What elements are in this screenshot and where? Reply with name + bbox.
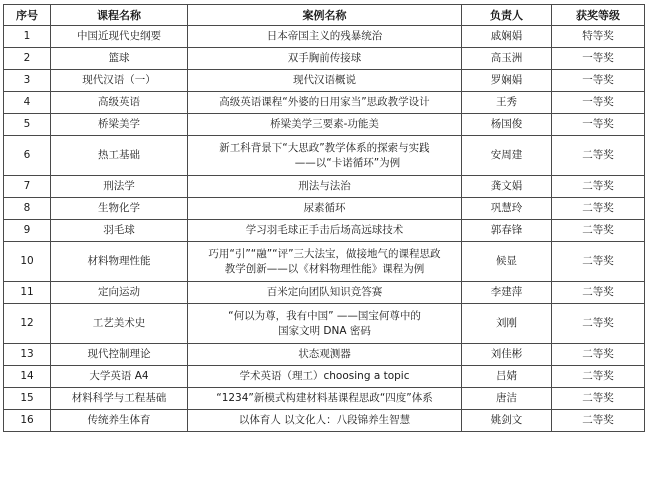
header-award: 获奖等级 (552, 5, 645, 26)
cell-course: 羽毛球 (51, 220, 188, 242)
case-line: 日本帝国主义的残暴统治 (266, 30, 383, 42)
cell-case (188, 136, 462, 176)
cell-owner: 刘刚 (462, 304, 552, 344)
cell-case (188, 344, 462, 366)
case-line: 新工科背景下“大思政”教学体系的探索与实践 (219, 141, 430, 154)
case-line: 学习羽毛球正手击后场高远球技术 (245, 224, 404, 236)
cell-case (188, 26, 462, 48)
case-line: 百米定向团队知识竞答赛 (266, 286, 383, 298)
cell-case (188, 366, 462, 388)
awards-table (3, 4, 645, 432)
table-row (4, 282, 645, 304)
cell-award: 二等奖 (552, 304, 645, 344)
cell-award: 一等奖 (552, 114, 645, 136)
cell-award: 一等奖 (552, 92, 645, 114)
cell-award: 一等奖 (552, 70, 645, 92)
cell-case (188, 198, 462, 220)
cell-owner: 吕婧 (462, 366, 552, 388)
cell-course: 工艺美术史 (51, 304, 188, 344)
cell-course: 桥梁美学 (51, 114, 188, 136)
table-row (4, 410, 645, 432)
cell-course: 大学英语 A4 (51, 366, 188, 388)
cell-case (188, 48, 462, 70)
header-case: 案例名称 (188, 5, 462, 26)
cell-owner: 唐洁 (462, 388, 552, 410)
case-line: ——以“卡诺循环”为例 (294, 156, 401, 169)
header-row (4, 5, 645, 26)
cell-no: 13 (4, 344, 51, 366)
case-line: 状态观测器 (298, 348, 351, 360)
cell-course: 热工基础 (51, 136, 188, 176)
cell-no: 3 (4, 70, 51, 92)
cell-owner: 姚剑文 (462, 410, 552, 432)
table-row (4, 304, 645, 344)
cell-no: 6 (4, 136, 51, 176)
cell-award: 二等奖 (552, 242, 645, 282)
cell-case (188, 388, 462, 410)
table-row (4, 92, 645, 114)
cell-award: 二等奖 (552, 366, 645, 388)
case-line: “1234”新模式构建材料基课程思政“四度”体系 (216, 392, 433, 404)
cell-award: 二等奖 (552, 220, 645, 242)
cell-owner: 高玉洲 (462, 48, 552, 70)
cell-award: 二等奖 (552, 198, 645, 220)
cell-case (188, 114, 462, 136)
cell-award: 一等奖 (552, 48, 645, 70)
cell-owner: 郭春锋 (462, 220, 552, 242)
cell-award: 二等奖 (552, 136, 645, 176)
cell-course: 中国近现代史纲要 (51, 26, 188, 48)
cell-no: 14 (4, 366, 51, 388)
cell-owner: 王秀 (462, 92, 552, 114)
cell-course: 现代汉语（一） (51, 70, 188, 92)
table-row (4, 48, 645, 70)
case-line: 巧用“引”“融”“评”三大法宝，做接地气的课程思政 (208, 247, 441, 260)
cell-no: 5 (4, 114, 51, 136)
case-line: 高级英语课程“外婆的日用家当”思政教学设计 (219, 96, 430, 108)
cell-award: 特等奖 (552, 26, 645, 48)
cell-owner: 李建萍 (462, 282, 552, 304)
cell-owner: 候显 (462, 242, 552, 282)
case-line: 现代汉语概说 (293, 74, 356, 86)
cell-no: 16 (4, 410, 51, 432)
cell-no: 15 (4, 388, 51, 410)
table-row (4, 242, 645, 282)
case-line: 双手胸前传接球 (287, 52, 362, 64)
header-course: 课程名称 (51, 5, 188, 26)
cell-owner: 杨国俊 (462, 114, 552, 136)
case-line: 尿素循环 (303, 202, 346, 214)
cell-owner: 罗娴娟 (462, 70, 552, 92)
table-row (4, 388, 645, 410)
cell-owner: 安周建 (462, 136, 552, 176)
cell-no: 7 (4, 176, 51, 198)
cell-no: 1 (4, 26, 51, 48)
cell-case (188, 70, 462, 92)
cell-owner: 戚娴娟 (462, 26, 552, 48)
cell-award: 二等奖 (552, 176, 645, 198)
table-row (4, 136, 645, 176)
table-row (4, 114, 645, 136)
cell-course: 篮球 (51, 48, 188, 70)
cell-no: 4 (4, 92, 51, 114)
cell-course: 生物化学 (51, 198, 188, 220)
cell-case (188, 410, 462, 432)
cell-case (188, 282, 462, 304)
table-row (4, 26, 645, 48)
cell-no: 8 (4, 198, 51, 220)
cell-owner: 刘佳彬 (462, 344, 552, 366)
cell-case (188, 176, 462, 198)
cell-case (188, 220, 462, 242)
cell-course: 传统养生体育 (51, 410, 188, 432)
cell-no: 10 (4, 242, 51, 282)
cell-case (188, 304, 462, 344)
cell-case (188, 242, 462, 282)
cell-no: 2 (4, 48, 51, 70)
case-line: 桥梁美学三要素-功能美 (270, 118, 379, 130)
header-owner: 负责人 (462, 5, 552, 26)
header-no: 序号 (4, 5, 51, 26)
case-line: 以体育人 以文化人：八段锦养生智慧 (238, 414, 411, 426)
cell-course: 高级英语 (51, 92, 188, 114)
case-line: 教学创新——以《材料物理性能》课程为例 (224, 262, 425, 275)
case-line: “何以为尊，我有中国” ——国宝何尊中的 (228, 309, 421, 322)
case-line: 刑法与法治 (298, 180, 351, 192)
table-row (4, 220, 645, 242)
cell-award: 二等奖 (552, 388, 645, 410)
cell-course: 材料物理性能 (51, 242, 188, 282)
cell-no: 12 (4, 304, 51, 344)
table-row (4, 198, 645, 220)
cell-course: 定向运动 (51, 282, 188, 304)
cell-award: 二等奖 (552, 344, 645, 366)
cell-owner: 龚文娟 (462, 176, 552, 198)
case-line: 学术英语（理工）choosing a topic (239, 370, 410, 382)
cell-no: 9 (4, 220, 51, 242)
cell-owner: 巩慧玲 (462, 198, 552, 220)
cell-award: 二等奖 (552, 410, 645, 432)
cell-case (188, 92, 462, 114)
table-row (4, 366, 645, 388)
case-line: 国家文明 DNA 密码 (278, 324, 371, 337)
cell-course: 材料科学与工程基础 (51, 388, 188, 410)
cell-no: 11 (4, 282, 51, 304)
cell-award: 二等奖 (552, 282, 645, 304)
table-row (4, 344, 645, 366)
table-row (4, 176, 645, 198)
cell-course: 现代控制理论 (51, 344, 188, 366)
cell-course: 刑法学 (51, 176, 188, 198)
table-row (4, 70, 645, 92)
